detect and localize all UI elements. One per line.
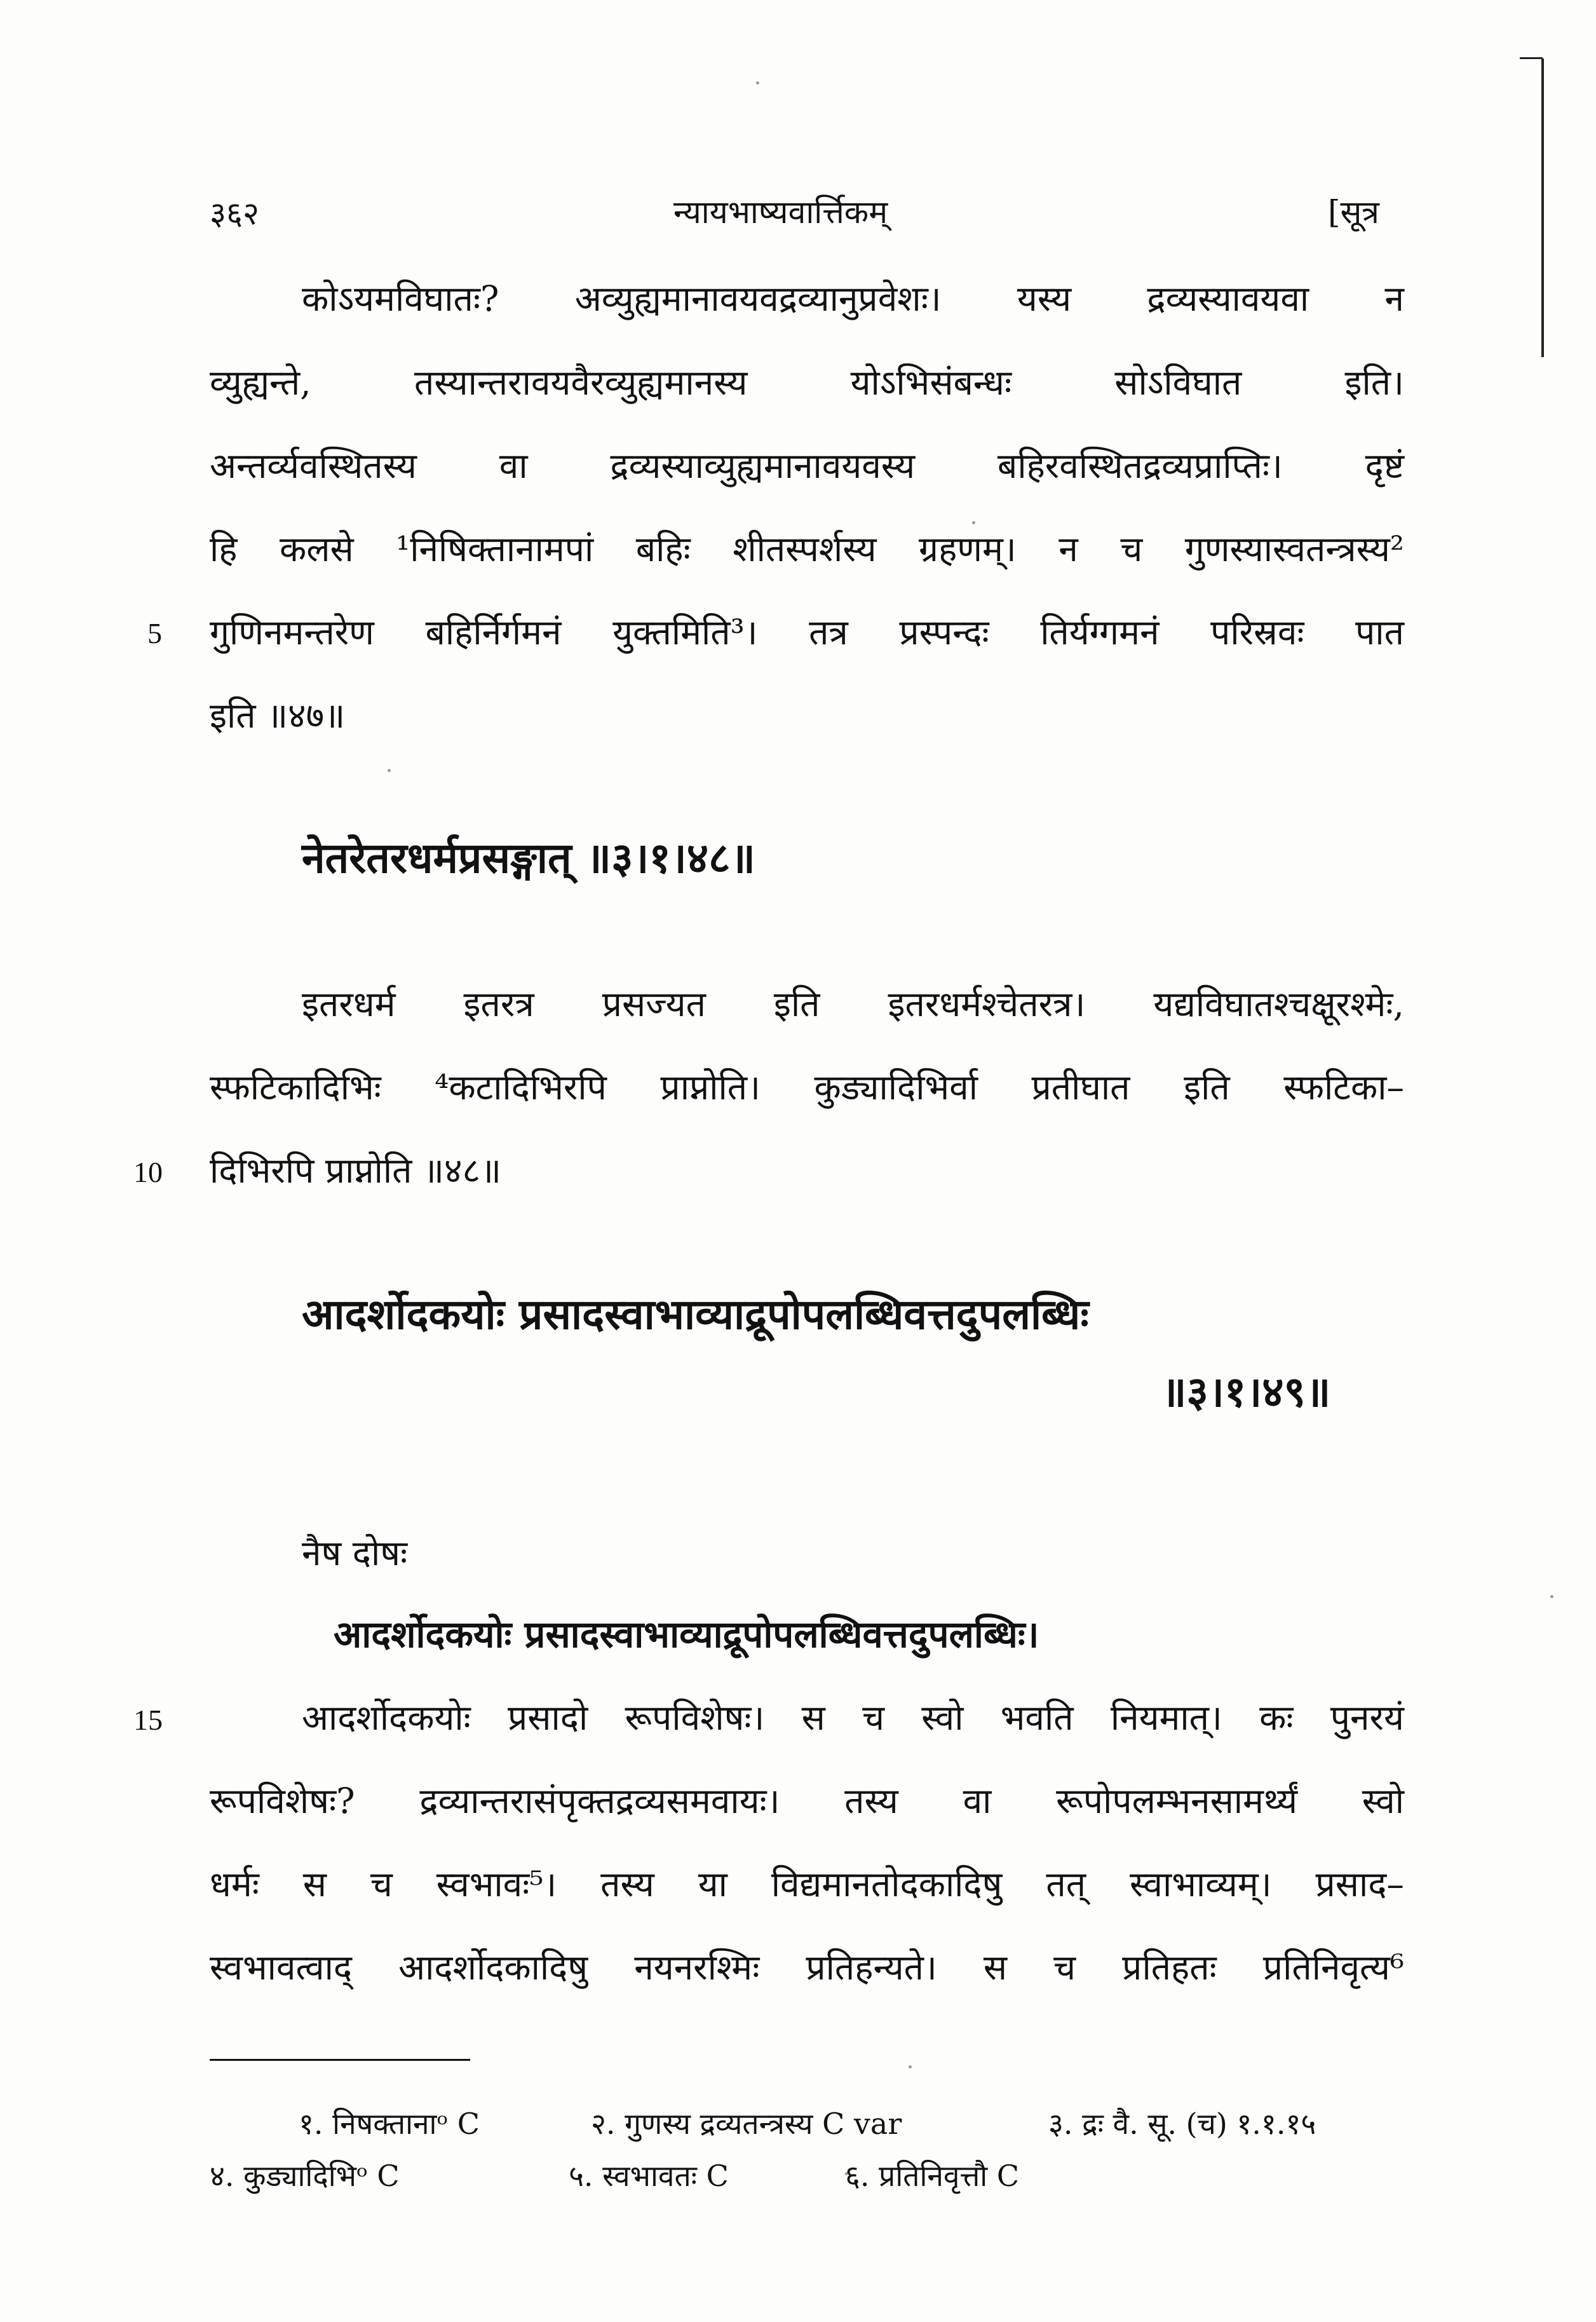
scan-edge-line — [1541, 58, 1544, 357]
para3-line-4: स्वभावत्वाद् आदर्शोदकादिषु नयनरश्मिः प्रतिहन्यते। स च प्रतिहतः प्रतिनिवृत्य⁶ — [210, 1947, 1404, 1988]
para3-line-2: रूपविशेषः? द्रव्यान्तरासंपृक्तद्रव्यसमवायः। तस्य वा रूपोपलम्भनसामर्थ्यं स्वो — [210, 1781, 1404, 1821]
para1-line-2: व्युह्यन्ते, तस्यान्तरावयवैरव्युह्यमानस्य योऽभिसंबन्धः सोऽविघात इति। — [210, 362, 1404, 403]
scan-speck — [388, 769, 391, 772]
running-title: न्यायभाष्यवार्त्तिकम् — [673, 194, 888, 231]
para1-line-3: अन्तर्व्यवस्थितस्य वा द्रव्यस्याव्युह्यमानावयवस्य बहिरवस्थितद्रव्यप्राप्तिः। दृष्टं — [210, 445, 1404, 486]
footnote-rule — [210, 2059, 470, 2061]
section-marker: [सूत्र — [1328, 194, 1379, 231]
para1-line-6: इति ॥४७॥ — [210, 695, 346, 736]
scan-speck — [756, 81, 759, 85]
sutra-heading: नेतरेतरधर्मप्रसङ्गात् ॥३।१।४८॥ — [302, 833, 755, 883]
para3-intro: नैष दोषः — [302, 1533, 408, 1573]
sutra-heading: आदर्शोदकयोः प्रसादस्वाभाव्याद्रूपोपलब्धिवत्तदुपलब्धिः — [302, 1289, 1089, 1339]
sutra-number: ॥३।१।४९॥ — [1161, 1367, 1331, 1416]
line-number-5: 5 — [147, 617, 162, 649]
footnote-4: ४. कुड्यादिभिᵒ C — [210, 2159, 400, 2193]
sutra-quote: आदर्शोदकयोः प्रसादस्वाभाव्याद्रूपोपलब्धिवत्तदुपलब्धिः। — [334, 1613, 1039, 1656]
para1-line-5: गुणिनमन्तरेण बहिर्निर्गमनं युक्तमिति³। तत्र प्रस्पन्दः तिर्यग्गमनं परिस्रवः पात — [210, 612, 1404, 653]
footnote-3: ३. द्रः वै. सू. (च) १.१.१५ — [1048, 2107, 1316, 2141]
line-number-15: 15 — [133, 1704, 163, 1736]
line-number-10: 10 — [133, 1156, 163, 1188]
footnote-2: २. गुणस्य द्रव्यतन्त्रस्य C var — [591, 2107, 902, 2141]
para3-line-3: धर्मः स च स्वभावः⁵। तस्य या विद्यमानतोदकादिषु तत् स्वाभाव्यम्। प्रसाद– — [210, 1864, 1404, 1904]
footnote-6: ६. प्रतिनिवृत्तौ C — [845, 2159, 1020, 2193]
scan-edge-tick — [1520, 57, 1543, 59]
para1-line-4: हि कलसे ¹निषिक्तानामपां बहिः शीतस्पर्शस्य ग्रहणम्। न च गुणस्यास्वतन्त्रस्य² — [210, 529, 1404, 569]
para2-line-3: दिभिरपि प्राप्नोति ॥४८॥ — [210, 1150, 502, 1191]
footnote-1: १. निषक्तानाᵒ C — [299, 2107, 480, 2141]
para2-line-1: इतरधर्म इतरत्र प्रसज्यत इति इतरधर्मश्चेतरत्र। यद्यविघातश्चक्षूरश्मेः, — [302, 984, 1404, 1024]
para2-line-2: स्फटिकादिभिः ⁴कटादिभिरपि प्राप्नोति। कुड्यादिभिर्वा प्रतीघात इति स्फटिका– — [210, 1067, 1404, 1108]
para3-line-1: आदर्शोदकयोः प्रसादो रूपविशेषः। स च स्वो भवति नियमात्। कः पुनरयं — [302, 1697, 1404, 1738]
footnote-5: ५. स्वभावतः C — [569, 2159, 729, 2193]
scan-speck — [1550, 1595, 1553, 1598]
page-number: ३६२ — [210, 195, 259, 232]
para1-line-1: कोऽयमविघातः? अव्युह्यमानावयवद्रव्यानुप्रवेशः। यस्य द्रव्यस्यावयवा न — [302, 278, 1404, 319]
scan-speck — [909, 2065, 912, 2068]
